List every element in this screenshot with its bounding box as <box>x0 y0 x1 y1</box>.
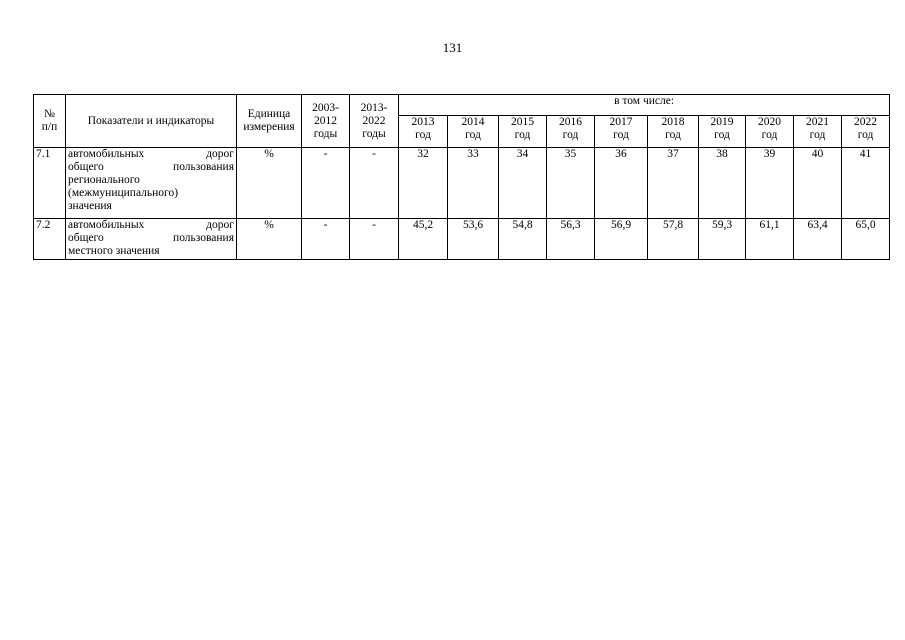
year-unit: год <box>857 129 874 141</box>
value-2014: 53,6 <box>448 219 499 260</box>
year-label: 2019 <box>710 116 734 128</box>
header-including: в том числе: <box>399 95 890 116</box>
header-row-1 <box>34 95 890 116</box>
word: пользования <box>173 232 234 244</box>
table-row <box>34 148 890 219</box>
year-unit: год <box>665 129 681 141</box>
indicator-name-line <box>68 148 234 161</box>
header-2003-2012-line2: 2012 <box>314 114 337 127</box>
indicator-name-line: местного значения <box>68 245 160 257</box>
period-2003-2012-cell: - <box>302 148 350 219</box>
value-2018: 57,8 <box>648 219 699 260</box>
header-unit <box>237 95 302 148</box>
row-number: 7.1 <box>34 148 66 219</box>
value-2017: 36 <box>595 148 648 219</box>
indicator-name-line: регионального <box>68 174 140 186</box>
unit-cell: % <box>237 148 302 219</box>
year-unit: год <box>415 129 431 141</box>
header-year-2018 <box>648 116 699 148</box>
indicators-table <box>33 94 890 260</box>
header-no-line1: № <box>44 108 55 120</box>
header-2013-2022 <box>350 95 399 148</box>
value-2019: 38 <box>699 148 746 219</box>
header-unit-line1: Единица <box>247 108 291 120</box>
year-unit: год <box>562 129 579 141</box>
indicator-name-line: значения <box>68 200 112 212</box>
header-2013-2022-line3: годы <box>362 127 386 140</box>
indicator-name-line <box>68 161 234 174</box>
header-no-line2: п/п <box>41 121 58 133</box>
word: дорог <box>206 219 234 231</box>
year-label: 2018 <box>661 116 685 128</box>
value-2016: 56,3 <box>547 219 595 260</box>
header-year-2021 <box>794 116 842 148</box>
header-indicator: Показатели и индикаторы <box>66 95 237 148</box>
header-year-2017 <box>595 116 648 148</box>
value-2021: 40 <box>794 148 842 219</box>
year-label: 2015 <box>511 116 534 128</box>
value-2017: 56,9 <box>595 219 648 260</box>
header-year-2022 <box>842 116 890 148</box>
year-label: 2016 <box>559 116 582 128</box>
year-label: 2014 <box>461 116 485 128</box>
year-label: 2022 <box>854 116 878 128</box>
header-2013-2022-line1: 2013- <box>360 101 388 114</box>
value-2014: 33 <box>448 148 499 219</box>
word: пользования <box>173 161 234 173</box>
year-label: 2017 <box>609 116 633 128</box>
indicator-name-line: (межмуниципального) <box>68 187 179 199</box>
word: автомобильных <box>68 148 145 160</box>
year-unit: год <box>809 129 826 141</box>
header-year-2015 <box>499 116 547 148</box>
unit-cell: % <box>237 219 302 260</box>
value-2021: 63,4 <box>794 219 842 260</box>
year-unit: год <box>714 129 730 141</box>
indicator-name-line <box>68 219 234 232</box>
year-unit: год <box>465 129 481 141</box>
year-label: 2013 <box>411 116 435 128</box>
indicator-name-line <box>68 232 234 245</box>
year-label: 2020 <box>758 116 781 128</box>
value-2022: 41 <box>842 148 890 219</box>
value-2015: 34 <box>499 148 547 219</box>
year-label: 2021 <box>806 116 829 128</box>
word: дорог <box>206 148 234 160</box>
word: общего <box>68 161 104 173</box>
header-year-2013 <box>399 116 448 148</box>
row-number: 7.2 <box>34 219 66 260</box>
value-2018: 37 <box>648 148 699 219</box>
year-unit: год <box>761 129 778 141</box>
value-2019: 59,3 <box>699 219 746 260</box>
header-no <box>34 95 66 148</box>
value-2013: 32 <box>399 148 448 219</box>
header-year-2020 <box>746 116 794 148</box>
indicator-name <box>66 219 237 260</box>
indicator-name <box>66 148 237 219</box>
value-2020: 61,1 <box>746 219 794 260</box>
value-2016: 35 <box>547 148 595 219</box>
header-2003-2012-line3: годы <box>313 127 338 140</box>
header-unit-line2: измерения <box>243 121 295 133</box>
period-2013-2022-cell: - <box>350 219 399 260</box>
period-2013-2022-cell: - <box>350 148 399 219</box>
header-year-2016 <box>547 116 595 148</box>
word: автомобильных <box>68 219 145 231</box>
value-2022: 65,0 <box>842 219 890 260</box>
year-unit: год <box>613 129 629 141</box>
page-number: 131 <box>442 40 463 55</box>
value-2020: 39 <box>746 148 794 219</box>
value-2015: 54,8 <box>499 219 547 260</box>
word: общего <box>68 232 104 244</box>
header-2013-2022-line2: 2022 <box>362 114 386 127</box>
header-2003-2012-line1: 2003- <box>312 101 339 114</box>
header-2003-2012 <box>302 95 350 148</box>
period-2003-2012-cell: - <box>302 219 350 260</box>
value-2013: 45,2 <box>399 219 448 260</box>
year-unit: год <box>514 129 531 141</box>
header-year-2014 <box>448 116 499 148</box>
header-year-2019 <box>699 116 746 148</box>
table-row <box>34 219 890 260</box>
